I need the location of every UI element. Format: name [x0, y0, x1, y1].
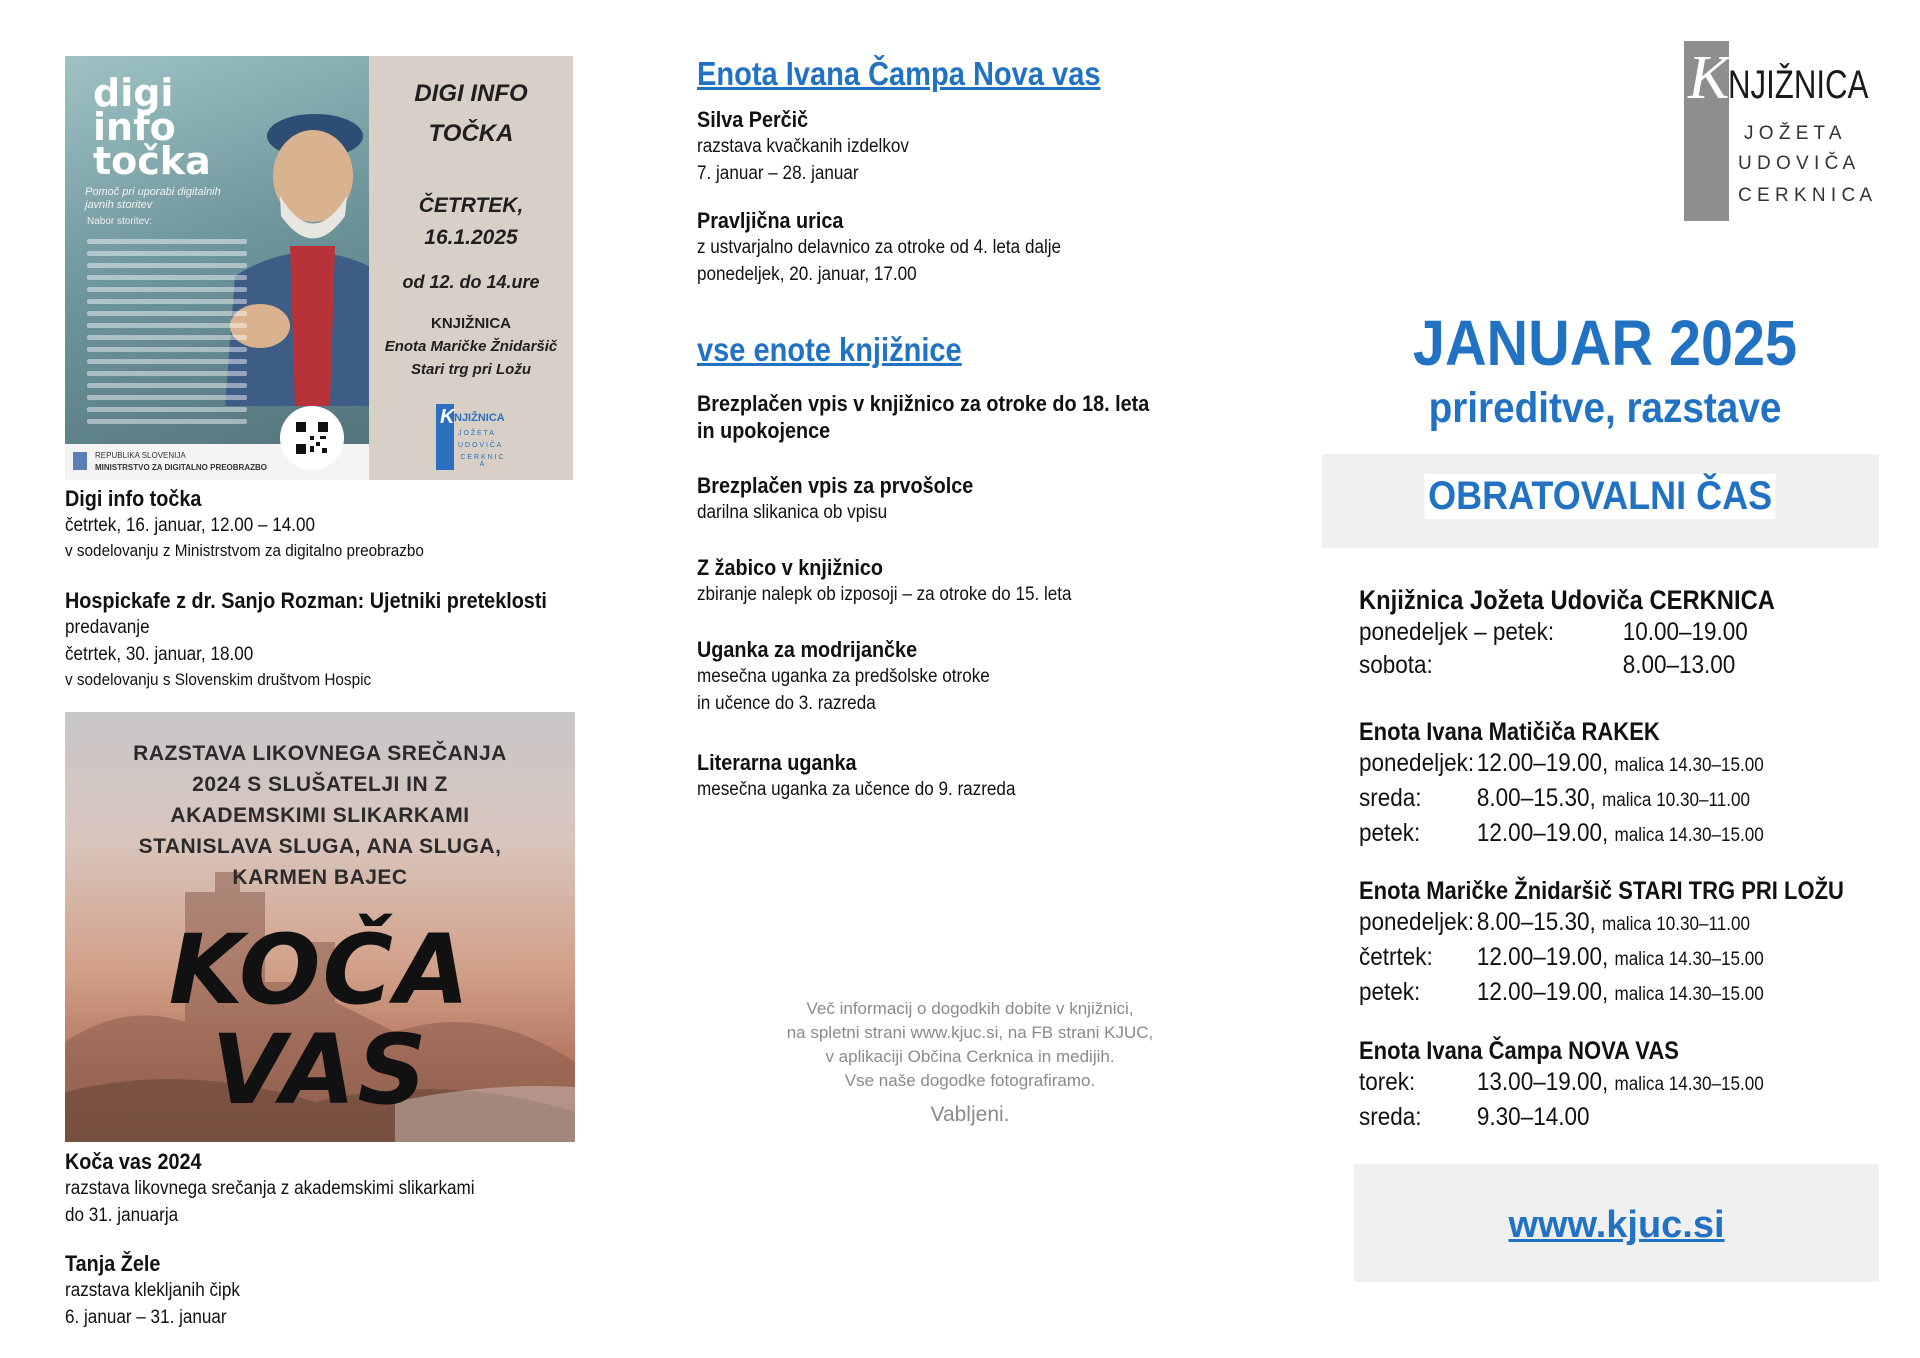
- hours-note: malica 10.30–11.00: [1602, 914, 1751, 935]
- event-title: Silva Perčič: [697, 107, 809, 132]
- branch-name: Enota Maričke Žnidaršič STARI TRG PRI LOŽU: [1359, 877, 1844, 905]
- poster-footer-line: REPUBLIKA SLOVENIJA: [95, 451, 186, 460]
- poster-footer-line: MINISTRSTVO ZA DIGITALNO PREOBRAZBO: [95, 463, 267, 472]
- hours-row: [1359, 782, 1764, 817]
- hours-time: 13.00–19.00,: [1476, 1068, 1609, 1096]
- event-free-membership: [697, 390, 1200, 444]
- branch-name: Enota Ivana Čampa NOVA VAS: [1359, 1037, 1679, 1065]
- event-line: 7. januar – 28. januar: [697, 163, 859, 184]
- hours-time: 12.00–19.00,: [1476, 978, 1609, 1006]
- hours-note: malica 14.30–15.00: [1614, 984, 1764, 1005]
- hours-heading-box: [1322, 454, 1879, 548]
- hours-day: sreda:: [1359, 784, 1422, 812]
- hours-heading-wrap: [1322, 474, 1879, 519]
- poster-list-title: Nabor storitev:: [87, 216, 153, 227]
- event-line: mesečna uganka za učence do 9. razreda: [697, 779, 1016, 800]
- info-note-line: na spletni strani www.kjuc.si, na FB strani KJUC,: [786, 1023, 1154, 1042]
- logo-initial: K: [1688, 44, 1730, 112]
- digi-logo-line: točka: [93, 139, 211, 183]
- koca-poster-line: AKADEMSKIMI SLIKARKAMI: [170, 804, 470, 827]
- event-line: in učence do 3. razreda: [697, 693, 876, 714]
- event-zabica: [697, 554, 1113, 608]
- hours-row: [1359, 747, 1764, 782]
- poster-time: od 12. do 14.ure: [402, 272, 540, 292]
- event-silva-percic: [697, 106, 933, 187]
- hours-note: malica 14.30–15.00: [1614, 949, 1764, 970]
- month-subtitle: prireditve, razstave: [1428, 384, 1782, 432]
- event-first-graders: [697, 472, 1004, 526]
- website-box: [1354, 1164, 1879, 1282]
- poster-info-panel: [369, 56, 573, 480]
- hours-time: 8.00–15.30,: [1476, 908, 1596, 936]
- event-note: v sodelovanju z Ministrstvom za digitalno preobrazbo: [65, 541, 424, 560]
- event-line: ponedeljek, 20. januar, 17.00: [697, 264, 917, 285]
- poster-org: Stari trg pri Ložu: [411, 361, 531, 378]
- event-title: Koča vas 2024: [65, 1149, 202, 1174]
- hours-time: 12.00–19.00,: [1476, 943, 1609, 971]
- digi-logo-line: info: [93, 105, 176, 149]
- event-line: predavanje: [65, 617, 150, 638]
- section-heading-all-units: vse enote knjižnice: [697, 331, 962, 368]
- hours-day: ponedeljek – petek:: [1359, 618, 1555, 646]
- event-koca-vas: [65, 1148, 520, 1229]
- website-link[interactable]: www.kjuc.si: [1508, 1204, 1725, 1246]
- koca-poster-text: [65, 738, 575, 893]
- event-title: Uganka za modrijančke: [697, 637, 918, 662]
- section-heading-nova-vas: Enota Ivana Čampa Nova vas: [697, 55, 1101, 92]
- event-literarna-uganka: [697, 749, 1051, 803]
- hours-day: ponedeljek:: [1359, 908, 1475, 936]
- event-line: četrtek, 16. januar, 12.00 – 14.00: [65, 515, 316, 536]
- month-title: JANUAR 2025: [1412, 307, 1798, 379]
- hours-day: torek:: [1359, 1068, 1416, 1096]
- event-line: mesečna uganka za predšolske otroke: [697, 666, 990, 687]
- hours-day: petek:: [1359, 819, 1421, 847]
- koca-poster-line: RAZSTAVA LIKOVNEGA SREČANJA: [133, 742, 507, 765]
- hours-time: 8.00–15.30,: [1476, 784, 1596, 812]
- event-line: do 31. januarja: [65, 1205, 179, 1226]
- hours-row: [1359, 941, 1855, 976]
- event-line: z ustvarjalno delavnico za otroke od 4. leta dalje: [697, 237, 1062, 258]
- hours-heading: OBRATOVALNI ČAS: [1425, 474, 1776, 519]
- poster-day: ČETRTEK,: [418, 194, 524, 217]
- poster-service-list: [87, 232, 247, 431]
- event-digi-info: [65, 485, 464, 562]
- digi-logo: [93, 71, 211, 183]
- branch-nova-vas: [1359, 1037, 1809, 1134]
- hours-time: 9.30–14.00: [1476, 1103, 1590, 1131]
- hours-row: [1359, 906, 1855, 941]
- koca-poster-big-text: KOČA: [168, 914, 472, 1026]
- poster-subtitle: Pomoč pri uporabi digitalnih javnih storitev: [85, 186, 221, 211]
- hours-day: ponedeljek:: [1359, 749, 1475, 777]
- info-note-line: Vse naše dogodke fotografiramo.: [844, 1071, 1096, 1090]
- poster-org: KNJIŽNICA: [430, 315, 511, 332]
- poster-photo: [65, 56, 369, 480]
- event-tanja-zele: [65, 1250, 259, 1331]
- info-note: [750, 997, 1190, 1127]
- event-title: Brezplačen vpis v knjižnico za otroke do 18. leta: [697, 391, 1150, 416]
- info-note-line: Več informacij o dogodkih dobite v knjižnici,: [806, 999, 1134, 1018]
- event-line: zbiranje nalepk ob izposoji – za otroke do 15. leta: [697, 584, 1072, 605]
- branch-rakek: [1359, 718, 1809, 852]
- hours-row: [1359, 1101, 1764, 1134]
- hours-time: 8.00–13.00: [1622, 651, 1736, 679]
- info-note-closing: Vabljeni.: [930, 1103, 1010, 1126]
- hours-day: četrtek:: [1359, 943, 1433, 971]
- event-title: Pravljična urica: [697, 208, 844, 233]
- digi-info-poster: [65, 56, 573, 480]
- poster-date: 16.1.2025: [424, 226, 518, 249]
- logo-line: U D O V I Č A: [1738, 153, 1856, 174]
- koca-poster-line: 2024 S SLUŠATELJI IN Z: [192, 773, 448, 796]
- hours-row: [1359, 616, 1784, 649]
- info-note-line: v aplikaciji Občina Cerknica in medijih.: [825, 1047, 1115, 1066]
- hours-time: 12.00–19.00,: [1476, 749, 1609, 777]
- hours-day: petek:: [1359, 978, 1421, 1006]
- branch-name: Knjižnica Jožeta Udoviča CERKNICA: [1359, 585, 1775, 615]
- event-line: 6. januar – 31. januar: [65, 1307, 227, 1328]
- library-logo: [1684, 41, 1874, 221]
- branch-name: Enota Ivana Matičiča RAKEK: [1359, 718, 1660, 746]
- branch-stari-trg: [1359, 877, 1910, 1011]
- hours-note: malica 10.30–11.00: [1602, 790, 1751, 811]
- event-title: Brezplačen vpis za prvošolce: [697, 473, 974, 498]
- event-title: in upokojence: [697, 418, 831, 443]
- event-line: razstava likovnega srečanja z akademskimi slikarkami: [65, 1178, 475, 1199]
- event-line: darilna slikanica ob vpisu: [697, 502, 888, 523]
- event-line: razstava klekljanih čipk: [65, 1280, 240, 1301]
- poster-library-logo: K NJIŽNICA J O Ž E T A U D O V I Č A C E R K N I C A: [436, 404, 506, 470]
- digi-logo-line: digi: [93, 71, 174, 115]
- event-title: Tanja Žele: [65, 1251, 161, 1276]
- koca-poster-big-text: VAS: [211, 1014, 429, 1126]
- event-title: Z žabico v knjižnico: [697, 555, 883, 580]
- hours-note: malica 14.30–15.00: [1614, 755, 1764, 776]
- hours-day: sobota:: [1359, 651, 1433, 679]
- poster-title: DIGI INFO TOČKA: [414, 80, 528, 147]
- hours-note: malica 14.30–15.00: [1614, 1074, 1764, 1095]
- event-title: Digi info točka: [65, 486, 202, 511]
- qr-code-icon: [280, 406, 344, 470]
- hours-time: 12.00–19.00,: [1476, 819, 1609, 847]
- koca-vas-poster: [65, 712, 575, 1142]
- event-line: razstava kvačkanih izdelkov: [697, 136, 909, 157]
- koca-poster-line: KARMEN BAJEC: [232, 866, 408, 889]
- koca-poster-line: STANISLAVA SLUGA, ANA SLUGA,: [138, 835, 502, 858]
- hours-row: [1359, 1066, 1764, 1101]
- event-title: Literarna uganka: [697, 750, 857, 775]
- branch-cerknica: [1359, 585, 1832, 682]
- event-uganka-modrijancki: [697, 636, 1022, 717]
- hours-row: [1359, 649, 1784, 682]
- hours-time: 10.00–19.00: [1622, 618, 1748, 646]
- logo-word: NJIŽNICA: [1728, 63, 1869, 107]
- logo-line: J O Ž E T A: [1744, 123, 1842, 144]
- logo-line: C E R K N I C A: [1738, 185, 1873, 206]
- event-pravljicna-urica: [697, 207, 1102, 288]
- hours-day: sreda:: [1359, 1103, 1422, 1131]
- hours-row: [1359, 976, 1855, 1011]
- hours-note: malica 14.30–15.00: [1614, 825, 1764, 846]
- poster-org: Enota Maričke Žnidaršič: [384, 338, 558, 355]
- event-hospickafe: [65, 587, 600, 691]
- event-title: Hospickafe z dr. Sanjo Rozman: Ujetniki preteklosti: [65, 588, 547, 613]
- hours-row: [1359, 817, 1764, 852]
- event-line: četrtek, 30. januar, 18.00: [65, 644, 254, 665]
- event-note: v sodelovanju s Slovenskim društvom Hospic: [65, 670, 372, 689]
- coat-of-arms-icon: [73, 452, 87, 470]
